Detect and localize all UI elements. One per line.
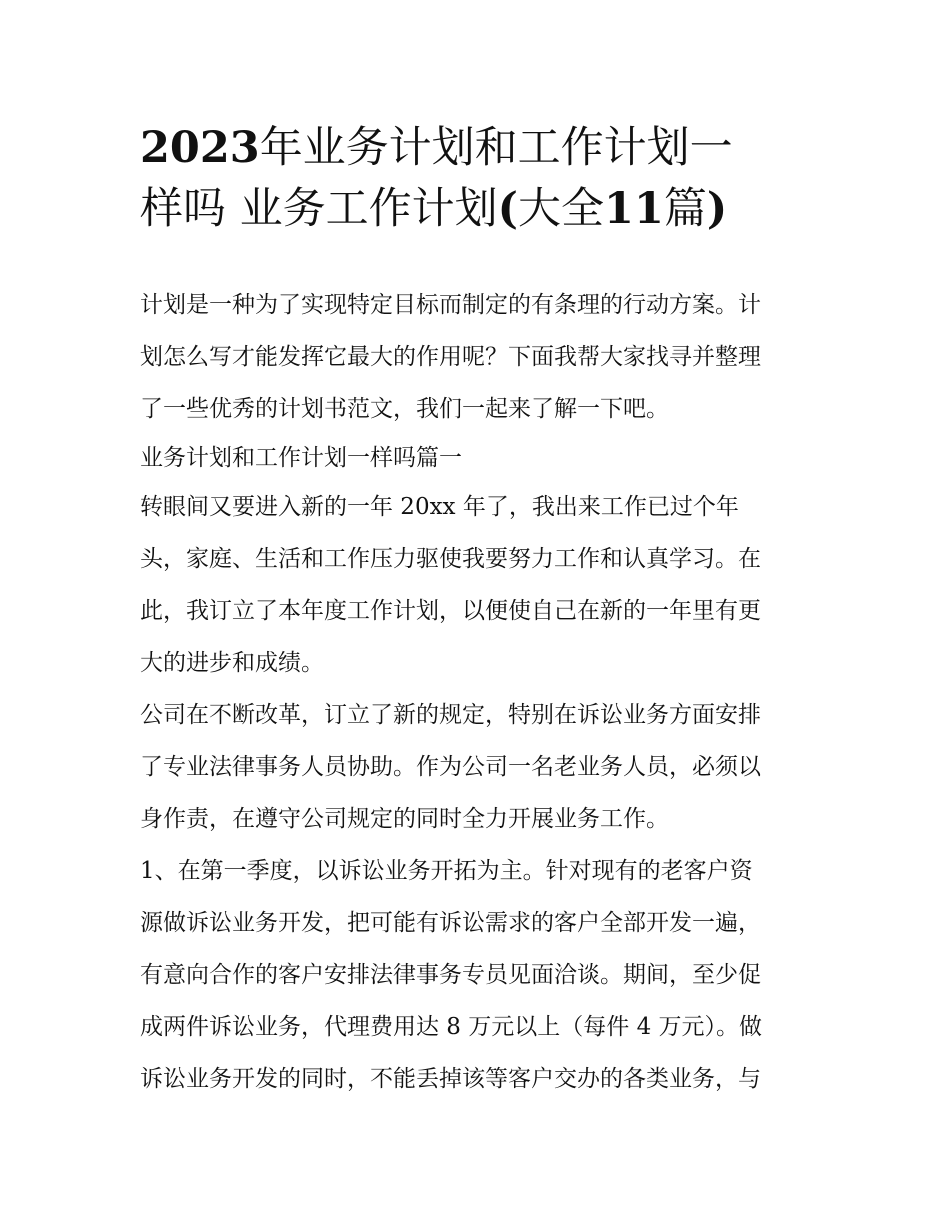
body-line: 头，家庭、生活和工作压力驱使我要努力工作和认真学习。在: [140, 546, 761, 572]
body-line: 源做诉讼业务开发，把可能有诉讼需求的客户全部开发一遍，: [140, 910, 761, 936]
title-year: 2023: [140, 123, 260, 173]
body-line: 转眼间又要进入新的一年 20xx 年了，我出来工作已过个年: [140, 494, 739, 520]
body-line: 了专业法律事务人员协助。作为公司一名老业务人员，必须以: [140, 754, 761, 780]
body-line: 大的进步和成绩。: [140, 650, 324, 676]
body-line: 此，我订立了本年度工作计划，以便使自己在新的一年里有更: [140, 598, 761, 624]
section-heading: 业务计划和工作计划一样吗篇一: [140, 445, 462, 471]
body-line: 有意向合作的客户安排法律事务专员见面洽谈。期间，至少促: [140, 962, 761, 988]
title-line1-text: 年业务计划和工作计划一: [259, 123, 733, 173]
title-count: 11: [604, 184, 664, 234]
body-line: 公司在不断改革，订立了新的规定，特别在诉讼业务方面安排: [140, 702, 761, 728]
body-line: 划怎么写才能发挥它最大的作用呢？下面我帮大家找寻并整理: [140, 344, 761, 370]
body-line: 诉讼业务开发的同时，不能丢掉该等客户交办的各类业务，与: [140, 1066, 761, 1092]
title-line2-text: 样吗 业务工作计划: [140, 184, 498, 234]
document-body: [140, 279, 816, 1105]
body-line: 1、在第一季度，以诉讼业务开拓为主。针对现有的老客户资: [140, 858, 753, 884]
title-pian: 篇: [663, 184, 707, 234]
body-line: 身作责，在遵守公司规定的同时全力开展业务工作。: [140, 806, 669, 832]
document-title: [140, 118, 820, 240]
title-paren-open: (: [497, 184, 519, 234]
body-line: 了一些优秀的计划书范文，我们一起来了解一下吧。: [140, 396, 669, 422]
title-daquan: 大全: [518, 184, 605, 234]
body-line: 计划是一种为了实现特定目标而制定的有条理的行动方案。计: [140, 292, 761, 318]
body-line: 成两件诉讼业务，代理费用达 8 万元以上（每件 4 万元）。做: [140, 1014, 763, 1040]
title-paren-close: ): [706, 184, 728, 234]
